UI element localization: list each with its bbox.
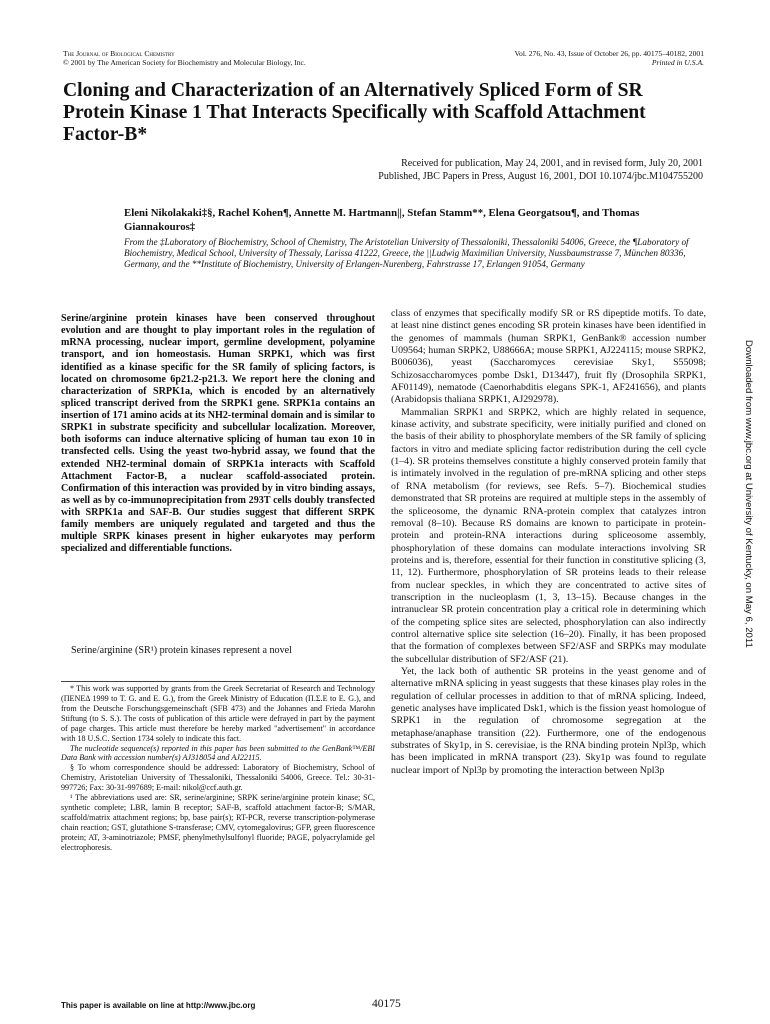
author-list: Eleni Nikolakaki‡§, Rachel Kohen¶, Annette M. Hartmann||, Stefan Stamm**, Elena Georgatsou¶, and Thomas Giannakouros‡ bbox=[124, 207, 640, 233]
body-right-column bbox=[391, 308, 706, 777]
body-paragraph: class of enzymes that specifically modify SR or RS dipeptide motifs. To date, at least nine distinct genes encoding SR protein kinases have been identified in the genomes of mammals (human SRPK1, GenBank® accession number U09564; human SRPK2, U88666A; mouse SRPK1, AJ224115; mouse SRPK2, B006036), yeast (Saccharomyces cerevisiae Sky1, S55098; Schizosaccharomyces pombe Dsk1, D13447), fruit fly (Drosophila SRPK1, AF01149), nematode (Caenorhabditis elegans SPK-1, AF241656), and plants (Arabidopsis thaliana SRPK1, AJ292978). bbox=[391, 308, 706, 406]
footnote-sequence: The nucleotide sequence(s) reported in this paper has been submitted to the GenBank™/EBI Data Bank with accession number(s) AJ318054 and AJ22115. bbox=[61, 743, 375, 763]
download-watermark bbox=[744, 340, 756, 680]
affiliations: From the ‡Laboratory of Biochemistry, School of Chemistry, The Aristotelian University of Thessaloniki, Thessaloniki 54006, Greece, the ¶Laboratory of Biochemistry, Medical School, University of Thessaly, Larissa 41222, Greece, the ||Ludwig Maximilian University, Nussbaumstrasse 7, München 80336, Germany, and the **Institute of Biochemistry, University of Erlangen-Nurenberg, Fahrstrasse 17, Erlangen 91054, Germany bbox=[124, 237, 689, 270]
intro-first-line: Serine/arginine (SR¹) protein kinases represent a novel bbox=[71, 645, 292, 656]
journal-name: The Journal of Biological Chemistry bbox=[63, 49, 175, 58]
published-line: Published, JBC Papers in Press, August 16, 2001, DOI 10.1074/jbc.M104755200 bbox=[378, 170, 703, 182]
online-notice: This paper is available on line at http://www.jbc.org bbox=[61, 1001, 256, 1010]
abstract: Serine/arginine protein kinases have been conserved throughout evolution and are thought to play important roles in the regulation of mRNA processing, nuclear import, germline development, polyamine transport, and ion homeostasis. Human SRPK1, which was first identified as a kinase specific for the SR family of splicing factors, is located on chromosome 6p21.2-p21.3. We report here the cloning and characterization of SRPK1a, which is encoded by an alternatively spliced transcript derived from the SRPK1 gene. SRPK1a contains an insertion of 171 amino acids at its NH2-terminal domain and is similar to SRPK1 in substrate specificity and subcellular localization. Moreover, both isoforms can induce alternative splicing of human tau exon 10 in transfected cells. Using the yeast two-hybrid assay, we found that the extended NH2-terminal domain of SRPK1a interacts with Scaffold Attachment Factor-B, a nuclear scaffold-associated protein. Confirmation of this interaction was provided by in vitro binding assays, as well as by co-immunoprecipitation from 293T cells doubly transfected with SRPK1a and SAF-B. Our studies suggest that different SRPK family members are uniquely regulated and targeted and thus the multiple SRPK kinases present in higher eukaryotes may perform specialized and differentiable functions. bbox=[61, 313, 375, 555]
footnote-abbreviations: ¹ The abbreviations used are: SR, serine/arginine; SRPK serine/arginine protein kinase; SC, synthetic complete; LBR, lamin B receptor; SAF-B, scaffold attachment factor-B; S/MAR, scaffold/matrix attachment regions; bp, base pair(s); RT-PCR, reverse transcription-polymerase chain reaction; GST, glutathione S-transferase; CMV, cytomegalovirus; GFP, green fluorescence protein; AT, 3-aminotriazole; PMSF, phenylmethylsulfonyl fluoride; PAGE, polyacrylamide gel electrophoresis. bbox=[61, 793, 375, 852]
copyright-line: © 2001 by The American Society for Biochemistry and Molecular Biology, Inc. bbox=[63, 58, 306, 67]
footnote-funding: * This work was supported by grants from the Greek Secretariat of Research and Technology (ΠΕΝΕΔ 1999 to T. G. and E. G.), from the Greek Ministry of Education (Π.Σ.Ε to E. G.), and from the Deutsche Forschungsgemeinschaft (SFB 473) and the Johannes and Frieda Marohn Stiftung (to S. S.). The costs of publication of this article were defrayed in part by the payment of page charges. This article must therefore be hereby marked "advertisement" in accordance with 18 U.S.C. Section 1734 solely to indicate this fact. bbox=[61, 684, 375, 743]
printed-line: Printed in U.S.A. bbox=[651, 58, 704, 67]
body-paragraph: Yet, the lack both of authentic SR proteins in the yeast genome and of alternative mRNA splicing in yeast suggests that these kinases play roles in the regulation of cellular processes in addition to that of mRNA splicing. Indeed, genetic analyses have implicated Dsk1, which is the fission yeast homologue of SRPK1 in the regulation of chromosome segregation at the metaphase/anaphase transition (22). Furthermore, one of the endogenous substrates of Sky1p, in S. cerevisiae, is the RNA binding protein Npl3p, which has been implicated in mRNA transport (23). Sky1p was found to regulate nuclear import of Npl3p by promoting the interaction between Npl3p bbox=[391, 665, 706, 776]
issue-info bbox=[420, 49, 704, 67]
download-watermark-text: Downloaded from www.jbc.org at University of Kentucky, on May 6, 2011 bbox=[743, 340, 754, 648]
publication-dates bbox=[300, 158, 703, 183]
footnotes bbox=[61, 681, 375, 853]
page-number: 40175 bbox=[372, 998, 401, 1010]
volume-info: Vol. 276, No. 43, Issue of October 26, pp. 40175–40182, 2001 bbox=[514, 49, 704, 58]
article-title: Cloning and Characterization of an Alternatively Spliced Form of SR Protein Kinase 1 That Interacts Specifically with Scaffold Attachment Factor-B* bbox=[63, 80, 646, 145]
journal-header bbox=[63, 49, 306, 67]
footnote-correspondence: § To whom correspondence should be addressed: Laboratory of Biochemistry, School of Chemistry, Aristotelian University of Thessaloniki, Thessaloniki 54006, Greece. Tel.: 30-31-997726; Fax: 30-31-997689; E-mail: nikol@ccf.auth.gr. bbox=[61, 763, 375, 793]
received-line: Received for publication, May 24, 2001, and in revised form, July 20, 2001 bbox=[401, 158, 703, 169]
body-paragraph: Mammalian SRPK1 and SRPK2, which are highly related in sequence, kinase activity, and substrate specificity, were initially purified and cloned on the basis of their ability to phosphorylate members of the SR family of splicing factors in vitro and mediate splicing factor redistribution during the cell cycle (1–4). SR proteins themselves constitute a highly conserved protein family that is intimately involved in the regulation of pre-mRNA splicing and other steps of RNA metabolism (for reviews, see Refs. 5–7). Biochemical studies demonstrated that SR proteins are required at multiple steps in the assembly of the spliceosome, the dynamic RNA-protein complex that catalyzes intron removal (8–10). Because RS domains are known to participate in protein-protein and protein-RNA interactions during spliceosome assembly, phosphorylation of these domains can modulate interactions involving SR proteins and is, therefore, essential for their function in constitutive splicing (3, 11, 12). Furthermore, phosphorylation of SR proteins leads to their release from nuclear speckles, in which they are concentrated to active sites of transcription in the nucleoplasm (1, 3, 13–15). Because changes in the intranuclear SR protein concentration play a critical role in determining which of the competing splice sites are selected, phosphorylation can also indirectly control alternative splice site selection (16–20). Finally, it has been proposed that the formation of complexes between SF2/ASF and SRPKs may modulate the subcellular distribution of SF2/ASF (21). bbox=[391, 406, 706, 665]
